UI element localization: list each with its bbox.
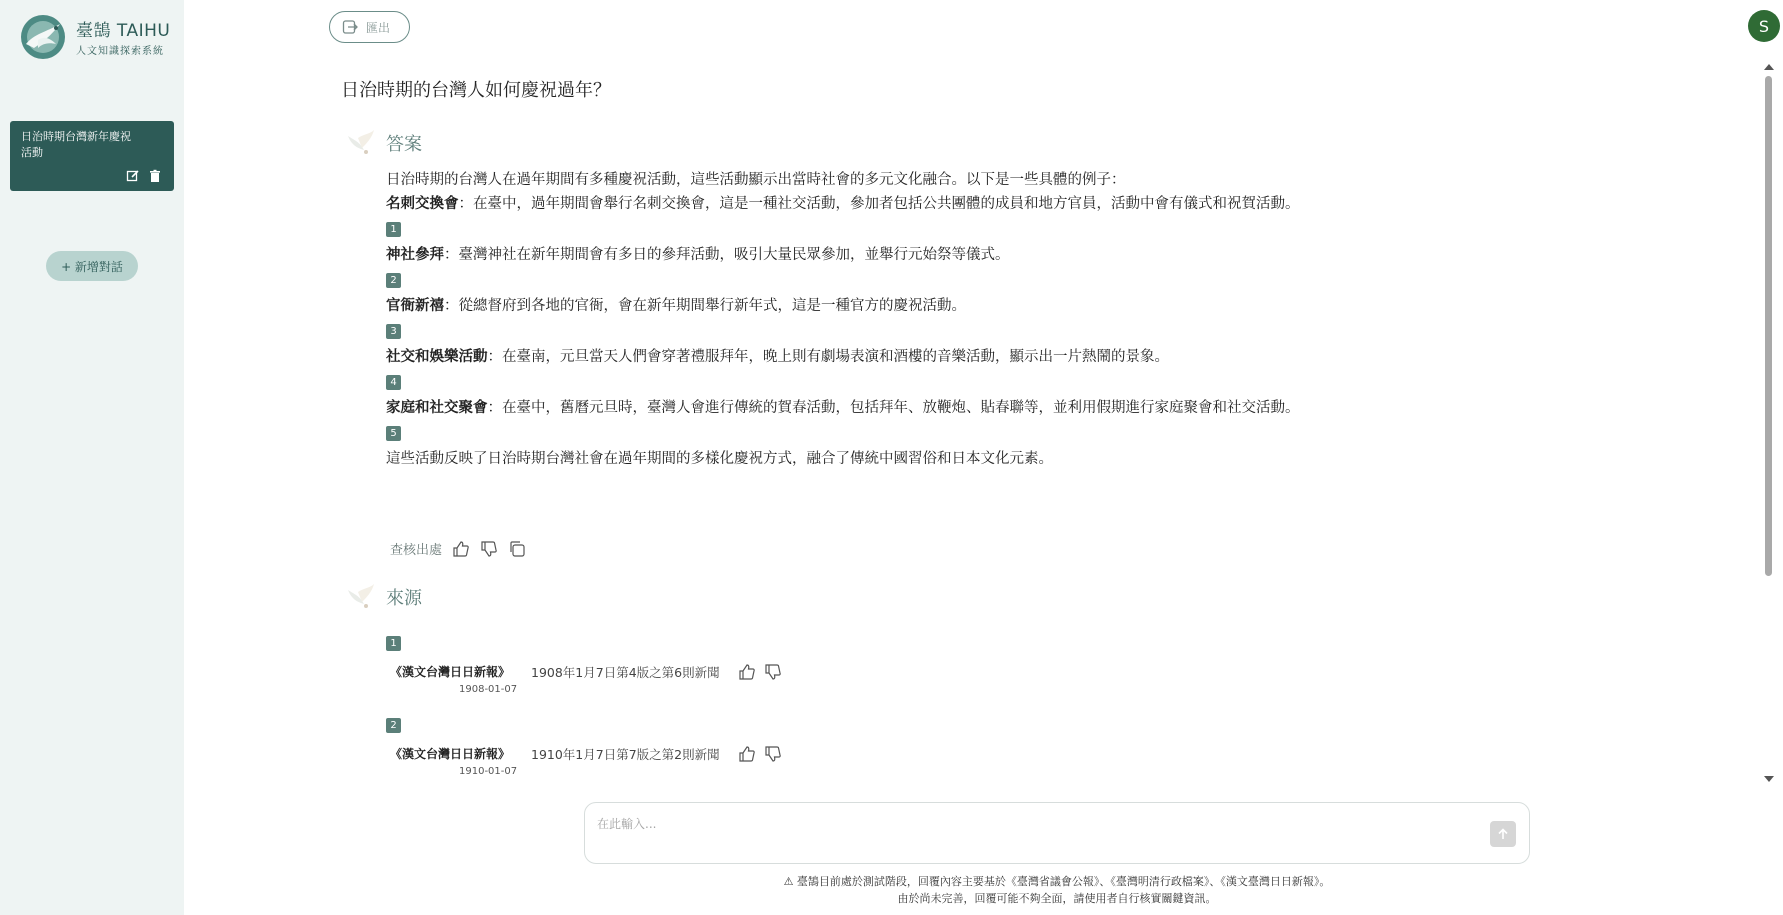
delete-icon[interactable] xyxy=(148,169,162,183)
new-chat-button[interactable]: + 新增對話 xyxy=(46,251,138,281)
sidebar xyxy=(0,0,184,915)
answer-item-term: 神社參拜 xyxy=(386,247,444,263)
answer-heading xyxy=(344,126,422,160)
answer-heading-label: 答案 xyxy=(386,134,422,155)
answer-item xyxy=(386,294,1726,318)
disclaimer xyxy=(584,873,1530,907)
conversation-title: 日治時期台灣新年慶祝活動 xyxy=(21,130,131,159)
source-item xyxy=(386,718,986,780)
source-actions xyxy=(738,745,782,763)
citation-badge[interactable]: 1 xyxy=(386,222,401,237)
copy-icon[interactable] xyxy=(508,540,526,558)
disclaimer-line-2: 由於尚未完善，回覆可能不夠全面，請使用者自行核實關鍵資訊。 xyxy=(897,892,1217,905)
thumbs-up-icon[interactable] xyxy=(452,540,470,558)
app-logo[interactable] xyxy=(18,12,178,64)
edit-icon[interactable] xyxy=(126,169,140,183)
answer-item-text: ：在臺南，元旦當天人們會穿著禮服拜年，晚上則有劇場表演和酒樓的音樂活動，顯示出一片熱鬧的景象。 xyxy=(487,349,1169,365)
scroll-up-arrow-icon[interactable] xyxy=(1764,64,1774,70)
answer-item-text: ：在臺中，舊曆元旦時，臺灣人會進行傳統的賀春活動，包括拜年、放鞭炮、貼春聯等，並利用假期進行家庭聚會和社交活動。 xyxy=(487,400,1300,416)
answer-item-term: 家庭和社交聚會 xyxy=(386,400,488,416)
arrow-up-icon xyxy=(1497,828,1509,840)
answer-body xyxy=(386,168,1726,471)
scroll-down-arrow-icon[interactable] xyxy=(1764,776,1774,782)
chat-content xyxy=(184,56,1758,780)
answer-item-text: ：從總督府到各地的官衙，會在新年期間舉行新年式，這是一種官方的慶祝活動。 xyxy=(444,298,966,314)
export-icon xyxy=(342,19,358,35)
answer-conclusion: 這些活動反映了日治時期台灣社會在過年期間的多樣化慶祝方式，融合了傳統中國習俗和日本文化元素。 xyxy=(386,451,1053,467)
source-date: 1910-01-07 xyxy=(459,766,518,777)
answer-item xyxy=(386,345,1726,369)
app-subtitle: 人文知識探索系統 xyxy=(76,46,164,57)
citation-badge[interactable]: 2 xyxy=(386,273,401,288)
user-question: 日治時期的台灣人如何慶祝過年？ xyxy=(341,80,611,101)
answer-actions xyxy=(390,539,526,558)
thumbs-up-icon[interactable] xyxy=(738,745,756,763)
source-number: 2 xyxy=(386,718,401,733)
app-name: 臺鵠 TAIHU xyxy=(76,21,171,41)
sources-list xyxy=(386,636,986,780)
sources-heading xyxy=(344,580,422,614)
bird-icon xyxy=(344,580,378,614)
source-paper: 《漢文台灣日日新報》 xyxy=(390,665,511,679)
send-button[interactable] xyxy=(1490,821,1516,847)
message-input[interactable] xyxy=(597,813,1457,835)
message-composer xyxy=(584,802,1530,864)
content-scrollbar[interactable] xyxy=(1763,62,1774,784)
source-title[interactable]: 1910年1月7日第7版之第2則新聞 xyxy=(531,747,720,762)
citation-badge[interactable]: 5 xyxy=(386,426,401,441)
citation-badge[interactable]: 3 xyxy=(386,324,401,339)
source-title[interactable]: 1908年1月7日第4版之第6則新聞 xyxy=(531,665,720,680)
export-button[interactable] xyxy=(329,11,410,43)
citation-badge[interactable]: 4 xyxy=(386,375,401,390)
source-actions xyxy=(738,663,782,681)
conversation-actions xyxy=(126,169,162,183)
answer-item-text: ：臺灣神社在新年期間會有多日的參拜活動，吸引大量民眾參加，並舉行元始祭等儀式。 xyxy=(444,247,1010,263)
thumbs-down-icon[interactable] xyxy=(764,745,782,763)
scroll-thumb[interactable] xyxy=(1765,76,1772,576)
answer-item xyxy=(386,396,1726,420)
conversation-item[interactable] xyxy=(10,121,174,191)
sources-heading-label: 來源 xyxy=(386,588,422,609)
answer-item xyxy=(386,192,1726,216)
thumbs-up-icon[interactable] xyxy=(738,663,756,681)
answer-item xyxy=(386,243,1726,267)
answer-item-term: 名刺交換會 xyxy=(386,196,459,212)
source-date: 1908-01-07 xyxy=(459,684,518,695)
source-number: 1 xyxy=(386,636,401,651)
answer-item-term: 官衙新禧 xyxy=(386,298,444,314)
source-paper: 《漢文台灣日日新報》 xyxy=(390,747,511,761)
verify-sources-button[interactable]: 查核出處 xyxy=(390,543,443,558)
thumbs-down-icon[interactable] xyxy=(480,540,498,558)
user-avatar[interactable]: S xyxy=(1748,10,1780,42)
export-label: 匯出 xyxy=(366,20,391,35)
taihu-bird-logo-icon xyxy=(20,14,66,60)
source-item xyxy=(386,636,986,718)
thumbs-down-icon[interactable] xyxy=(764,663,782,681)
answer-item-term: 社交和娛樂活動 xyxy=(386,349,488,365)
bird-icon xyxy=(344,126,378,160)
answer-item-text: ：在臺中，過年期間會舉行名刺交換會，這是一種社交活動，參加者包括公共團體的成員和地方官員，活動中會有儀式和祝賀活動。 xyxy=(458,196,1300,212)
answer-intro: 日治時期的台灣人在過年期間有多種慶祝活動，這些活動顯示出當時社會的多元文化融合。以下是一些具體的例子： xyxy=(386,172,1126,188)
disclaimer-line-1: ⚠ 臺鵠目前處於測試階段，回覆內容主要基於《臺灣省議會公報》、《臺灣明清行政檔案》、《漢文臺灣日日新報》。 xyxy=(783,875,1331,888)
